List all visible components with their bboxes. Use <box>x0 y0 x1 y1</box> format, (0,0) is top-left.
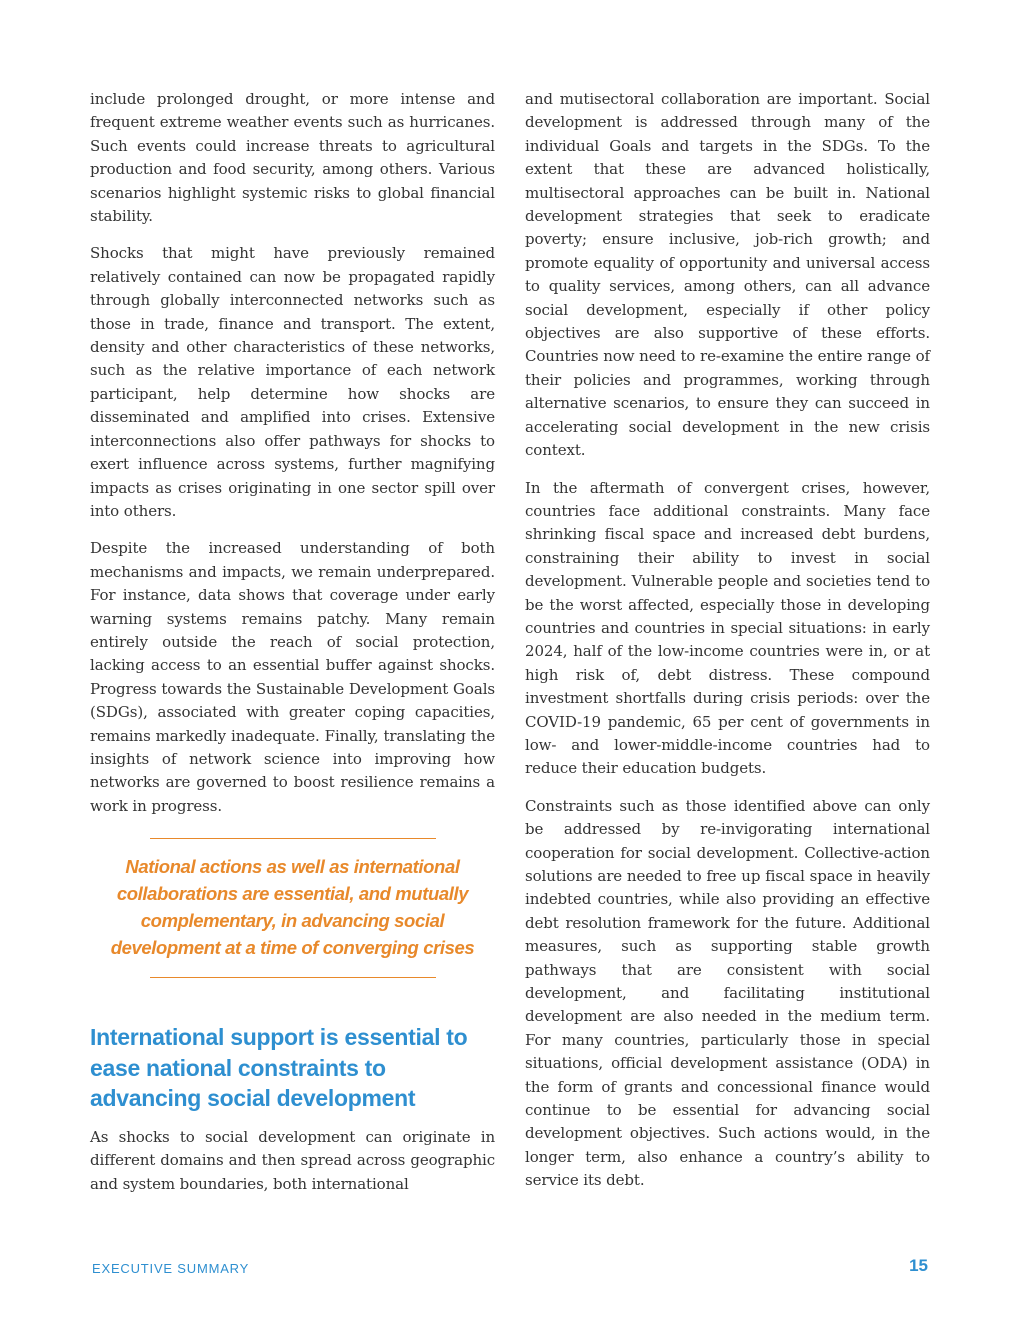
body-paragraph: Constraints such as those identified above can only be addressed by re-invigorating international cooperation for social development. Collective-action solutions are needed to free up fiscal space in heavily indebted countries, while also providing an effective debt resolution framework for the future. Additional measures, such as supporting stable growth pathways that are consistent with social development, and facilitating institutional development are also needed in the medium term. For many countries, particularly those in special situations, official development assistance (ODA) in the form of grants and concessional finance would continue to be essential for advancing social development objectives. Such actions would, in the longer term, also enhance a country’s ability to service its debt. <box>525 796 930 1190</box>
body-paragraph: In the aftermath of convergent crises, however, countries face additional constraints. Many face shrinking fiscal space and increased debt burdens, constraining their ability to invest in social development. Vulnerable people and societies tend to be the worst affected, especially those in developing countries and countries in special situations: in early 2024, half of the low-income countries were in, or at high risk of, debt distress. These compound investment shortfalls during crisis periods: over the COVID-19 pandemic, 65 per cent of governments in low- and lower-middle-income countries had to reduce their education budgets. <box>525 478 930 778</box>
pull-quote-bottom-rule <box>150 977 436 978</box>
pull-quote <box>90 838 495 978</box>
body-paragraph: As shocks to social development can originate in different domains and then spread across geographic and system boundaries, both international <box>90 1127 495 1193</box>
page-number: 15 <box>909 1256 928 1275</box>
body-paragraph: and mutisectoral collaboration are important. Social development is addressed through many of the individual Goals and targets in the SDGs. To the extent that these are advanced holistically, multisectoral approaches can be built in. National development strategies that seek to eradicate poverty; ensure inclusive, job-rich growth; and promote equality of opportunity and universal access to quality services, among others, can all advance social development, especially if other policy objectives are also supportive of these efforts. Countries now need to re-examine the entire range of their policies and programmes, working through alternative scenarios, to ensure they can succeed in accelerating social development in the new crisis context. <box>525 90 930 460</box>
footer-section-label: EXECUTIVE SUMMARY <box>92 1261 250 1276</box>
pull-quote-text: National actions as well as international collaborations are essential, and mutually complementary, in advancing social development at a time of converging crises <box>110 856 475 959</box>
right-column <box>525 88 930 1207</box>
body-paragraph: Despite the increased understanding of both mechanisms and impacts, we remain underprepared. For instance, data shows that coverage under early warning systems remains patchy. Many remain entirely outside the reach of social protection, lacking access to an essential buffer against shocks. Progress towards the Sustainable Development Goals (SDGs), associated with greater coping capacities, remains markedly inadequate. Finally, translating the insights of network science into improving how networks are governed to boost resilience remains a work in progress. <box>90 539 495 815</box>
body-paragraph: include prolonged drought, or more intense and frequent extreme weather events such as hurricanes. Such events could increase threats to agricultural production and food security, among others. Various scenarios highlight systemic risks to global financial stability. <box>90 90 495 226</box>
section-heading: International support is essential to ease national constraints to advancing social development <box>90 1024 468 1112</box>
body-paragraph: Shocks that might have previously remained relatively contained can now be propagated rapidly through globally interconnected networks such as those in trade, finance and transport. The extent, density and other characteristics of these networks, such as the relative importance of each network participant, help determine how shocks are disseminated and amplified into crises. Extensive interconnections also offer pathways for shocks to exert influence across systems, further magnifying impacts as crises originating in one sector spill over into others. <box>90 244 495 520</box>
left-column <box>90 88 495 1210</box>
